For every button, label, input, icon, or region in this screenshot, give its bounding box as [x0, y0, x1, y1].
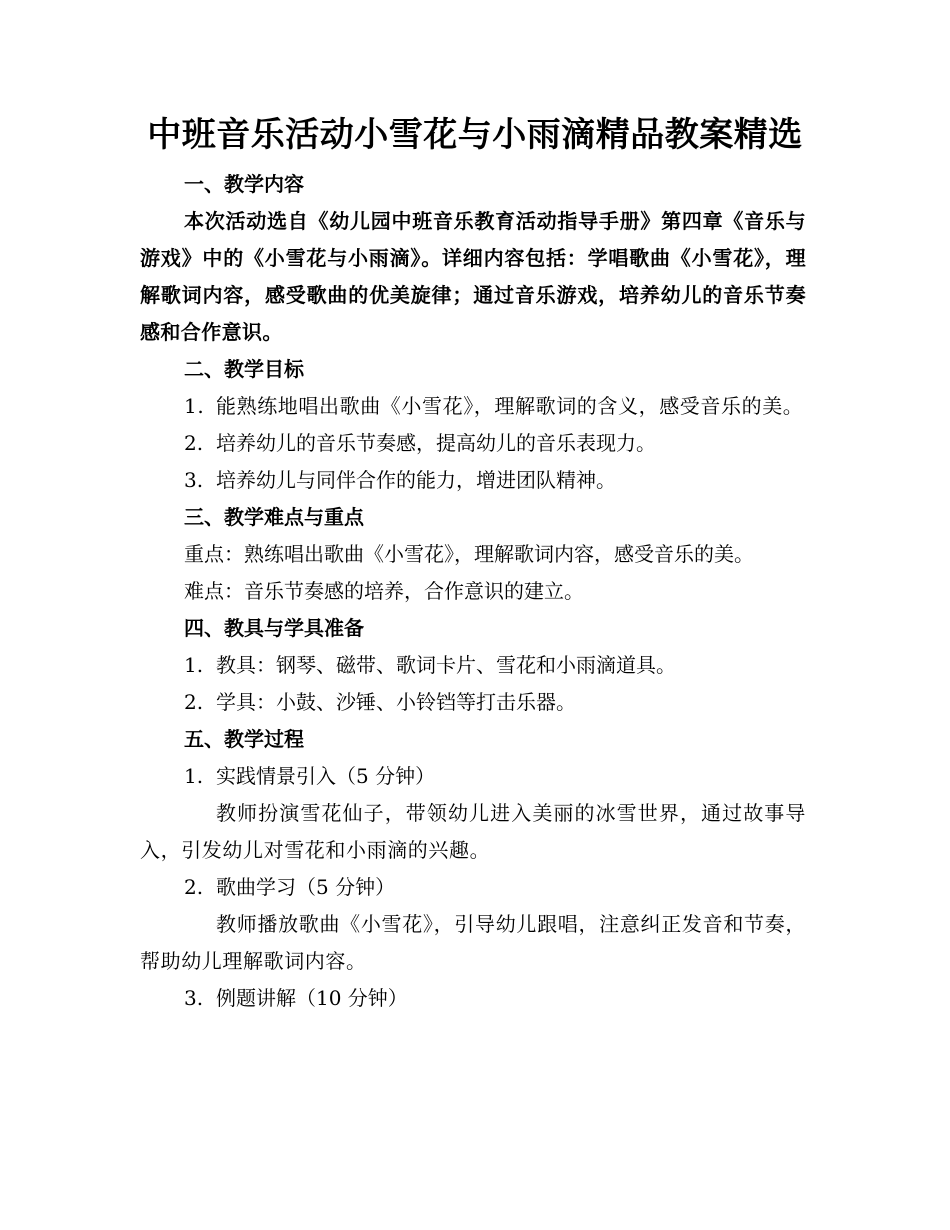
- section-heading-teaching-goals: 二、教学目标: [184, 357, 304, 381]
- goal-item-text: 能熟练地唱出歌曲《小雪花》，理解歌词的含义，感受音乐的美。: [216, 394, 804, 418]
- goal-item: [140, 425, 806, 462]
- section-heading-teaching-content: 一、教学内容: [184, 172, 304, 196]
- aid-item-text: 教具：钢琴、磁带、歌词卡片、雪花和小雨滴道具。: [216, 653, 676, 677]
- process-step: [140, 980, 806, 1017]
- process-step-description: 教师播放歌曲《小雪花》，引导幼儿跟唱，注意纠正发音和节奏，帮助幼儿理解歌词内容。: [140, 912, 806, 973]
- aid-item-text: 学具：小鼓、沙锤、小铃铛等打击乐器。: [216, 690, 576, 714]
- goal-item: [140, 388, 806, 425]
- goal-item-number: 2.: [184, 431, 204, 455]
- process-step-label: 歌曲学习（5 分钟）: [216, 875, 396, 899]
- goal-item: [140, 462, 806, 499]
- aid-item-number: 1.: [184, 653, 204, 677]
- difficult-point-line: 难点：音乐节奏感的培养，合作意识的建立。: [184, 579, 584, 603]
- process-step: [140, 869, 806, 906]
- key-point-line: 重点：熟练唱出歌曲《小雪花》，理解歌词内容，感受音乐的美。: [184, 542, 754, 566]
- goal-item-text: 培养幼儿与同伴合作的能力，增进团队精神。: [216, 468, 616, 492]
- process-step-description: 教师扮演雪花仙子，带领幼儿进入美丽的冰雪世界，通过故事导入，引发幼儿对雪花和小雨滴的兴趣。: [140, 801, 806, 862]
- aid-item: [140, 647, 806, 684]
- process-step-number: 3.: [184, 986, 204, 1010]
- process-step-label: 实践情景引入（5 分钟）: [216, 764, 436, 788]
- document-title: 中班音乐活动小雪花与小雨滴精品教案精选: [147, 115, 803, 155]
- goal-item-number: 1.: [184, 394, 205, 418]
- process-step: [140, 758, 806, 795]
- section-heading-key-difficult-points: 三、教学难点与重点: [184, 505, 364, 529]
- goal-item-text: 培养幼儿的音乐节奏感，提高幼儿的音乐表现力。: [216, 431, 656, 455]
- aid-item: [140, 684, 806, 721]
- section-heading-teaching-aids: 四、教具与学具准备: [184, 616, 364, 640]
- teaching-content-paragraph: 本次活动选自《幼儿园中班音乐教育活动指导手册》第四章《音乐与游戏》中的《小雪花与小雨滴》。详细内容包括：学唱歌曲《小雪花》，理解歌词内容，感受歌曲的优美旋律；通过音乐游戏，培养幼儿的音乐节奏感和合作意识。: [140, 209, 806, 344]
- document-body: [140, 166, 806, 1017]
- section-heading-teaching-process: 五、教学过程: [184, 727, 304, 751]
- process-step-number: 2.: [184, 875, 204, 899]
- aid-item-number: 2.: [184, 690, 204, 714]
- goal-item-number: 3.: [184, 468, 204, 492]
- process-step-label: 例题讲解（10 分钟）: [216, 986, 408, 1010]
- process-step-number: 1.: [184, 764, 204, 788]
